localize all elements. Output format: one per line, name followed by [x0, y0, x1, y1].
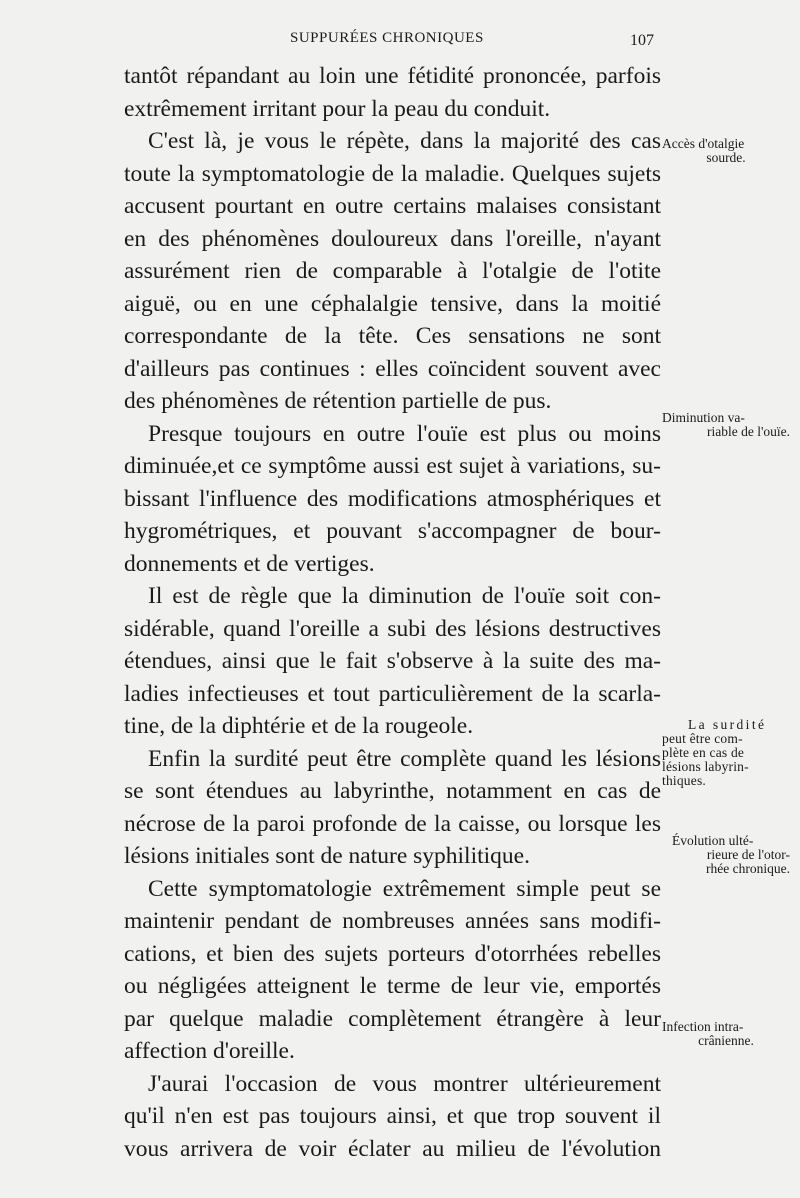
text-line: Il est de règle que la diminution de l'ouïe soit con-: [148, 583, 661, 609]
note-line: Infection intra-: [662, 1019, 744, 1034]
text-line: maintenir pendant de nombreuses années sans modifi-: [124, 908, 661, 934]
note-line: thiques.: [662, 773, 706, 788]
text-line: en des phénomènes douloureux dans l'oreille, n'ayant: [124, 225, 661, 252]
text-line: d'ailleurs pas continues : elles coïncident souvent avec: [124, 355, 661, 382]
margin-note: [662, 1020, 790, 1048]
margin-note: [662, 411, 790, 439]
note-line: crânienne.: [698, 1033, 754, 1048]
margin-note: [662, 834, 790, 876]
main-text: [124, 60, 661, 1165]
note-line: La surdité: [688, 717, 767, 732]
paragraph: [124, 1068, 661, 1166]
text-line: par quelque maladie complètement étrangère à leur: [124, 1005, 661, 1032]
note-line: Accès d'otalgie: [662, 136, 745, 151]
note-line: Évolution ulté-: [672, 833, 754, 848]
note-line: lésions labyrin-: [662, 759, 749, 774]
text-line: affection d'oreille.: [124, 1038, 295, 1064]
running-title: SUPPURÉES CHRONIQUES: [290, 30, 484, 46]
text-line: des phénomènes de rétention partielle de pus.: [124, 388, 552, 414]
note-line: riable de l'ouïe.: [706, 424, 790, 439]
paragraph: [124, 418, 661, 581]
text-line: Presque toujours en outre l'ouïe est plus ou moins: [148, 420, 661, 447]
text-line: se sont étendues au labyrinthe, notamment en cas de: [124, 778, 661, 804]
text-line: cations, et bien des sujets porteurs d'otorrhées rebelles: [124, 940, 661, 967]
text-line: Cette symptomatologie extrêmement simple peut se: [148, 875, 661, 902]
margin-note: [662, 718, 790, 788]
note-line: sourde.: [706, 150, 746, 165]
text-line: vous arrivera de voir éclater au milieu de l'évolution: [124, 1135, 661, 1162]
note-line: rieure de l'otor-: [706, 847, 790, 862]
text-line: toute la symptomatologie de la maladie. Quelques sujets: [124, 160, 661, 187]
text-line: ou négligées atteignent le terme de leur vie, emportés: [124, 973, 661, 999]
page-number: 107: [630, 32, 654, 49]
text-line: extrêmement irritant pour la peau du conduit.: [124, 95, 551, 122]
text-line: lésions initiales sont de nature syphilitique.: [124, 843, 530, 869]
text-line: diminuée,et ce symptôme aussi est sujet à variations, su-: [124, 453, 661, 479]
text-line: hygrométriques, et pouvant s'accompagner de bour-: [124, 518, 661, 544]
text-line: tantôt répandant au loin une fétidité prononcée, parfois: [124, 63, 661, 89]
text-line: C'est là, je vous le répète, dans la majorité des cas: [148, 128, 661, 154]
text-line: tine, de la diphtérie et de la rougeole.: [124, 713, 474, 739]
text-line: accusent pourtant en outre certains malaises consistant: [124, 193, 661, 219]
text-line: Enfin la surdité peut être complète quand les lésions: [148, 745, 661, 772]
paragraph: [124, 743, 661, 873]
text-line: donnements et de vertiges.: [124, 550, 375, 577]
text-line: sidérable, quand l'oreille a subi des lésions destructives: [124, 615, 661, 642]
text-line: étendues, ainsi que le fait s'observe à la suite des ma-: [124, 648, 661, 674]
note-line: rhée chronique.: [706, 861, 790, 876]
text-line: J'aurai l'occasion de vous montrer ultérieurement: [148, 1070, 661, 1097]
paragraph: [124, 580, 661, 743]
text-line: nécrose de la paroi profonde de la caisse, ou lorsque les: [124, 810, 661, 837]
text-line: correspondante de la tête. Ces sensations ne sont: [124, 323, 661, 349]
page-header: [0, 30, 800, 56]
text-line: aiguë, ou en une céphalalgie tensive, dans la moitié: [124, 290, 661, 317]
note-line: Diminution va-: [662, 410, 745, 425]
text-line: ladies infectieuses et tout particulièrement de la scarla-: [124, 680, 661, 707]
note-line: peut être com-: [662, 731, 743, 746]
text-line: qu'il n'en est pas toujours ainsi, et que trop souvent il: [124, 1103, 661, 1129]
paragraph: [124, 125, 661, 418]
paragraph: [124, 60, 661, 125]
margin-note: [662, 137, 790, 165]
paragraph: [124, 873, 661, 1068]
note-line: plète en cas de: [662, 745, 745, 760]
text-line: bissant l'influence des modifications atmosphériques et: [124, 485, 661, 512]
text-line: assurément rien de comparable à l'otalgie de l'otite: [124, 258, 661, 284]
